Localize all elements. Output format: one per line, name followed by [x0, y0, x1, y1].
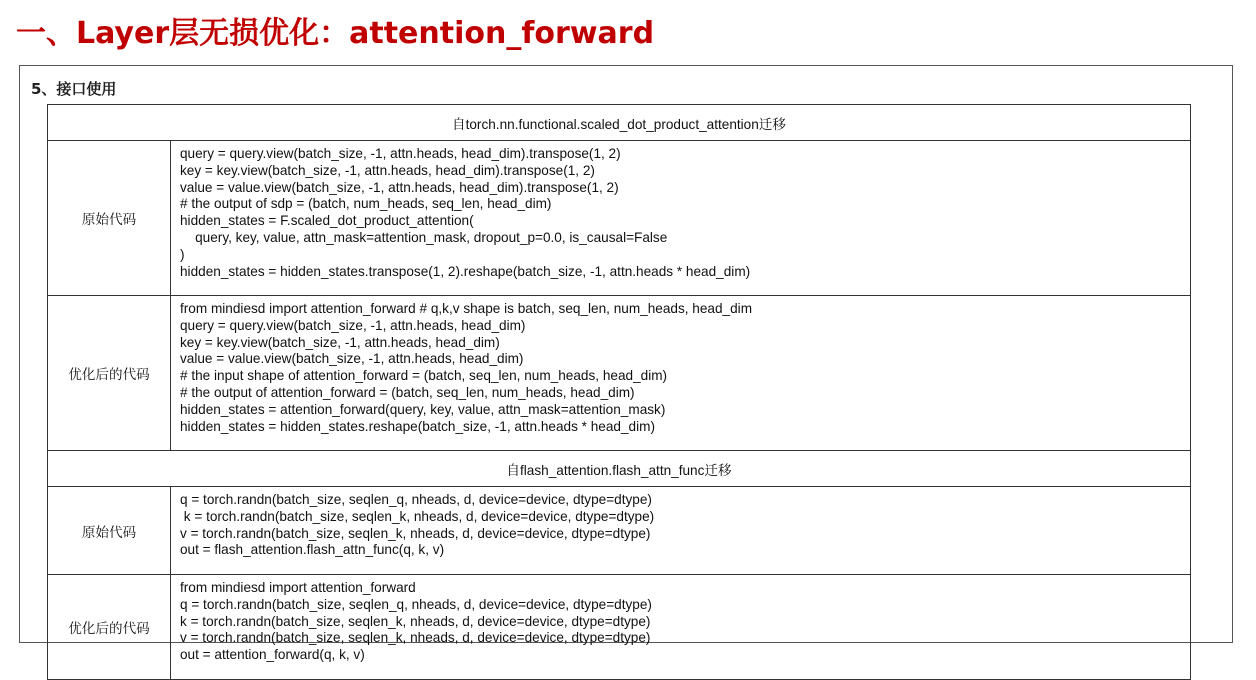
original-code-label: 原始代码	[48, 141, 171, 296]
group-header-sdpa: 自torch.nn.functional.scaled_dot_product_attention迁移	[48, 105, 1191, 141]
code-line: k = torch.randn(batch_size, seqlen_k, nheads, d, device=device, dtype=dtype)	[180, 613, 651, 629]
code-line: v = torch.randn(batch_size, seqlen_k, nheads, d, device=device, dtype=dtype)	[180, 525, 651, 541]
code-line: q = torch.randn(batch_size, seqlen_q, nheads, d, device=device, dtype=dtype)	[180, 596, 652, 612]
code-line: v = torch.randn(batch_size, seqlen_k, nheads, d, device=device, dtype=dtype)	[180, 630, 651, 646]
code-line: # the input shape of attention_forward = (batch, seq_len, num_heads, head_dim)	[180, 368, 668, 384]
code-line: key = key.view(batch_size, -1, attn.heads, head_dim).transpose(1, 2)	[180, 162, 595, 178]
code-line: query, key, value, attn_mask=attention_mask, dropout_p=0.0, is_causal=False	[180, 229, 668, 245]
code-line: hidden_states = hidden_states.reshape(batch_size, -1, attn.heads * head_dim)	[180, 418, 655, 434]
code-line: value = value.view(batch_size, -1, attn.heads, head_dim).transpose(1, 2)	[180, 179, 619, 195]
group-header-row	[48, 451, 1191, 487]
code-line: query = query.view(batch_size, -1, attn.heads, head_dim)	[180, 317, 526, 333]
code-line: from mindiesd import attention_forward	[180, 580, 416, 595]
table-row	[48, 575, 1191, 680]
table-row	[48, 487, 1191, 575]
api-usage-table	[47, 104, 1191, 680]
optimized-code-block	[171, 296, 1191, 451]
code-line: query = query.view(batch_size, -1, attn.heads, head_dim).transpose(1, 2)	[180, 146, 621, 161]
code-line: )	[180, 246, 185, 262]
code-line: hidden_states = F.scaled_dot_product_attention(	[180, 213, 474, 229]
original-code-label: 原始代码	[48, 487, 171, 575]
code-line: q = torch.randn(batch_size, seqlen_q, nheads, d, device=device, dtype=dtype)	[180, 492, 652, 507]
code-line: out = attention_forward(q, k, v)	[180, 647, 365, 663]
original-code-block	[171, 487, 1191, 575]
group-header-flash-attn: 自flash_attention.flash_attn_func迁移	[48, 451, 1191, 487]
optimized-code-label: 优化后的代码	[48, 575, 171, 680]
code-line: key = key.view(batch_size, -1, attn.heads, head_dim)	[180, 334, 500, 350]
group-header-row	[48, 105, 1191, 141]
optimized-code-block	[171, 575, 1191, 680]
code-line: out = flash_attention.flash_attn_func(q, k, v)	[180, 542, 445, 558]
code-line: from mindiesd import attention_forward # q,k,v shape is batch, seq_len, num_heads, head_dim	[180, 301, 753, 316]
table-row	[48, 296, 1191, 451]
code-line: # the output of sdp = (batch, num_heads, seq_len, head_dim)	[180, 196, 552, 212]
page-title: 一、Layer层无损优化：attention_forward	[16, 16, 655, 51]
code-line: hidden_states = attention_forward(query, key, value, attn_mask=attention_mask)	[180, 401, 666, 417]
original-code-block	[171, 141, 1191, 296]
code-line: hidden_states = hidden_states.transpose(1, 2).reshape(batch_size, -1, attn.heads * head_dim)	[180, 263, 751, 279]
optimized-code-label: 优化后的代码	[48, 296, 171, 451]
code-line: k = torch.randn(batch_size, seqlen_k, nheads, d, device=device, dtype=dtype)	[180, 508, 655, 524]
code-line: value = value.view(batch_size, -1, attn.heads, head_dim)	[180, 351, 524, 367]
code-line: # the output of attention_forward = (batch, seq_len, num_heads, head_dim)	[180, 384, 635, 400]
content-frame	[19, 65, 1233, 663]
table-row	[48, 141, 1191, 296]
section-heading: 5、接口使用	[31, 80, 117, 98]
